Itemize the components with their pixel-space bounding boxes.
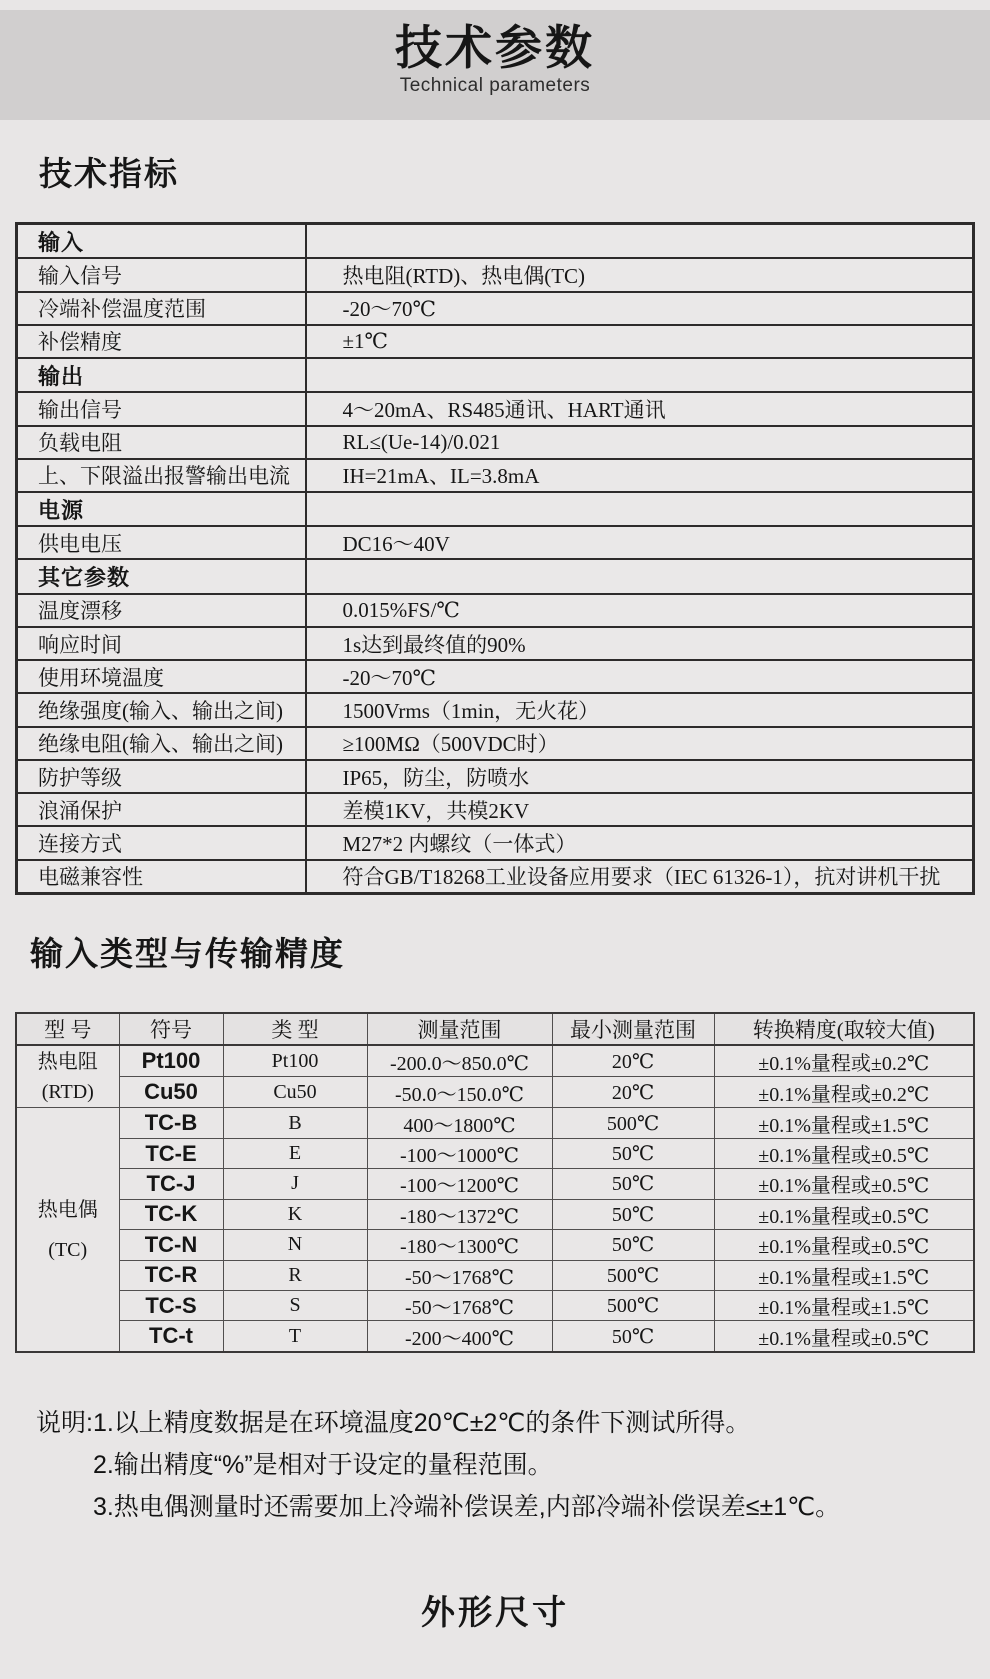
table-row [17,325,974,358]
spec-value: 差模1KV，共模2KV [306,793,974,826]
table-row [17,826,974,859]
table-row [16,1169,974,1199]
accuracy-cell: ±0.1%量程或±0.5℃ [714,1321,974,1352]
table-row [16,1045,974,1076]
spec-label: 防护等级 [17,760,306,793]
symbol-cell: Pt100 [119,1045,223,1076]
spec-value: 热电阻(RTD)、热电偶(TC) [306,258,974,291]
spec-label: 电源 [17,492,306,526]
spec-label: 补偿精度 [17,325,306,358]
spec-value: ±1℃ [306,325,974,358]
spec-label: 输出信号 [17,392,306,425]
spec-label: 输出 [17,358,306,392]
accuracy-cell: ±0.1%量程或±1.5℃ [714,1108,974,1138]
range-cell: -50.0～150.0℃ [367,1077,552,1108]
accuracy-cell: ±0.1%量程或±0.5℃ [714,1199,974,1229]
column-header: 类 型 [223,1013,367,1045]
spec-label: 供电电压 [17,526,306,559]
spec-section-heading: 技术指标 [39,155,179,192]
spec-label: 其它参数 [17,559,306,593]
type-cell: Cu50 [223,1077,367,1108]
spec-label: 响应时间 [17,627,306,660]
table-row [17,627,974,660]
table-row [17,426,974,459]
spec-label: 输入信号 [17,258,306,291]
range-cell: -200～400℃ [367,1321,552,1352]
spec-label: 温度漂移 [17,594,306,627]
spec-value: 符合GB/T18268工业设备应用要求（IEC 61326-1），抗对讲机干扰 [306,860,974,894]
type-cell: B [223,1108,367,1138]
table-row [17,660,974,693]
spec-value: 0.015%FS/℃ [306,594,974,627]
min-range-cell: 500℃ [552,1291,714,1321]
group-sub: (TC) [48,1238,88,1261]
accuracy-cell: ±0.1%量程或±1.5℃ [714,1291,974,1321]
group-name: 热电阻 [37,1050,98,1073]
min-range-cell: 20℃ [552,1077,714,1108]
spec-value: ≥100MΩ（500VDC时） [306,727,974,760]
spec-label: 绝缘电阻(输入、输出之间) [17,727,306,760]
spec-value: -20～70℃ [306,292,974,325]
range-cell: -100～1000℃ [367,1138,552,1168]
spec-label: 使用环境温度 [17,660,306,693]
range-cell: 400～1800℃ [367,1108,552,1138]
symbol-cell: Cu50 [119,1077,223,1108]
type-cell: K [223,1199,367,1229]
spec-label: 负载电阻 [17,426,306,459]
range-cell: -50～1768℃ [367,1291,552,1321]
min-range-cell: 500℃ [552,1108,714,1138]
dimensions-section-heading: 外形尺寸 [421,1594,569,1632]
group-name: 热电偶 [37,1198,98,1221]
spec-value: IP65，防尘，防喷水 [306,760,974,793]
spec-value [306,224,974,259]
table-row [16,1260,974,1290]
accuracy-cell: ±0.1%量程或±0.2℃ [714,1077,974,1108]
spec-table [15,222,975,895]
tc-group-cell [16,1108,119,1352]
column-header: 型 号 [16,1013,119,1045]
table-row [17,358,974,392]
type-cell: J [223,1169,367,1199]
table-row [17,258,974,291]
spec-label: 连接方式 [17,826,306,859]
spec-label: 输入 [17,224,306,259]
group-sub: (RTD) [41,1080,94,1103]
note-item: 2.输出精度“%”是相对于设定的量程范围。 [92,1451,553,1479]
accuracy-cell: ±0.1%量程或±0.2℃ [714,1045,974,1076]
page-title: 技术参数 [395,21,595,74]
table-row [17,760,974,793]
spec-value [306,559,974,593]
notes-block [36,1402,966,1528]
table-row [17,559,974,593]
type-cell: R [223,1260,367,1290]
accuracy-cell: ±0.1%量程或±1.5℃ [714,1260,974,1290]
spec-value: -20～70℃ [306,660,974,693]
spec-label: 浪涌保护 [17,793,306,826]
spec-label: 冷端补偿温度范围 [17,292,306,325]
rtd-group-cell [16,1045,119,1107]
type-cell: S [223,1291,367,1321]
column-header: 测量范围 [367,1013,552,1045]
title-banner [0,10,990,120]
spec-label: 绝缘强度(输入、输出之间) [17,693,306,726]
table-row [17,727,974,760]
min-range-cell: 50℃ [552,1138,714,1168]
spec-value: 4～20mA、RS485通讯、HART通讯 [306,392,974,425]
min-range-cell: 50℃ [552,1169,714,1199]
accuracy-cell: ±0.1%量程或±0.5℃ [714,1230,974,1260]
table-row [16,1291,974,1321]
spec-label: 上、下限溢出报警输出电流 [17,459,306,492]
symbol-cell: TC-K [119,1199,223,1229]
type-cell: Pt100 [223,1045,367,1076]
spec-value: DC16～40V [306,526,974,559]
min-range-cell: 50℃ [552,1230,714,1260]
table-row [17,693,974,726]
type-cell: E [223,1138,367,1168]
range-cell: -50～1768℃ [367,1260,552,1290]
spec-value: M27*2 内螺纹（一体式） [306,826,974,859]
type-cell: N [223,1230,367,1260]
accuracy-cell: ±0.1%量程或±0.5℃ [714,1169,974,1199]
symbol-cell: TC-N [119,1230,223,1260]
table-row [16,1138,974,1168]
range-cell: -200.0～850.0℃ [367,1045,552,1076]
symbol-cell: TC-E [119,1138,223,1168]
symbol-cell: TC-R [119,1260,223,1290]
symbol-cell: TC-J [119,1169,223,1199]
min-range-cell: 50℃ [552,1321,714,1352]
table-row [17,860,974,894]
notes-items [93,1402,966,1528]
symbol-cell: TC-t [119,1321,223,1352]
range-cell: -180～1372℃ [367,1199,552,1229]
spec-value: RL≤(Ue-14)/0.021 [306,426,974,459]
symbol-cell: TC-B [119,1108,223,1138]
table-row [16,1108,974,1138]
note-item: 3.热电偶测量时还需要加上冷端补偿误差,内部冷端补偿误差≤±1℃。 [92,1493,841,1521]
min-range-cell: 500℃ [552,1260,714,1290]
column-header: 符号 [119,1013,223,1045]
table-row [17,224,974,259]
accuracy-cell: ±0.1%量程或±0.5℃ [714,1138,974,1168]
table-row [16,1321,974,1352]
table-row [16,1199,974,1229]
table-row [17,594,974,627]
spec-value: IH=21mA、IL=3.8mA [306,459,974,492]
symbol-cell: TC-S [119,1291,223,1321]
spec-value [306,358,974,392]
input-types-section-heading: 输入类型与传输精度 [30,935,345,972]
range-cell: -180～1300℃ [367,1230,552,1260]
column-header: 最小测量范围 [552,1013,714,1045]
table-row [16,1077,974,1108]
spec-label: 电磁兼容性 [17,860,306,894]
table-row [17,793,974,826]
table-row [17,459,974,492]
column-header: 转换精度(取较大值) [714,1013,974,1045]
spec-value [306,492,974,526]
note-item: 1.以上精度数据是在环境温度20℃±2℃的条件下测试所得。 [92,1409,751,1437]
spec-value: 1s达到最终值的90% [306,627,974,660]
page-subtitle: Technical parameters [399,75,591,96]
table-row [17,392,974,425]
spec-value: 1500Vrms（1min，无火花） [306,693,974,726]
table-row [17,292,974,325]
notes-prefix: 说明: [36,1409,93,1437]
type-cell: T [223,1321,367,1352]
min-range-cell: 50℃ [552,1199,714,1229]
table-row [17,526,974,559]
min-range-cell: 20℃ [552,1045,714,1076]
table-row [17,492,974,526]
table-header-row [16,1013,974,1045]
range-cell: -100～1200℃ [367,1169,552,1199]
table-row [16,1230,974,1260]
accuracy-table [15,1012,975,1353]
